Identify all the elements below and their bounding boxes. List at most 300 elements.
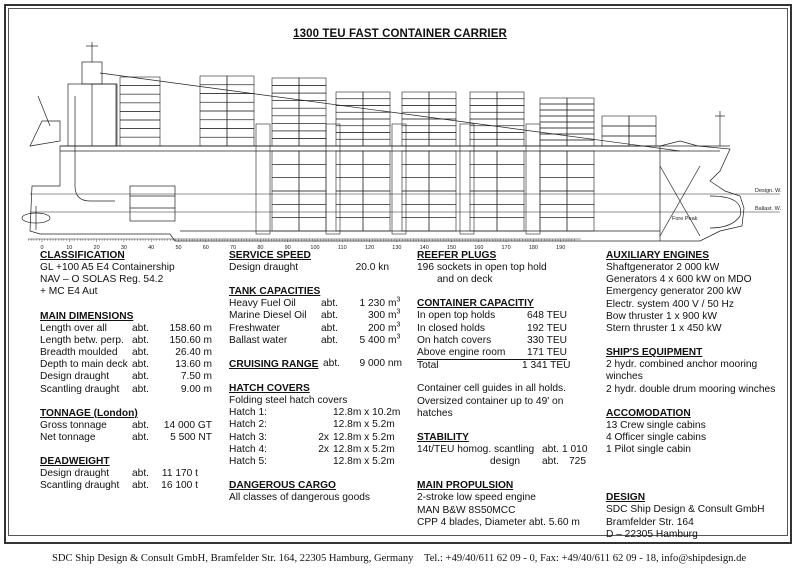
unit-superscript: 3 xyxy=(396,296,401,304)
container-slot xyxy=(429,191,456,204)
container-bays xyxy=(120,76,656,234)
main-propulsion-section xyxy=(417,479,602,529)
unit-superscript: 3 xyxy=(396,321,401,329)
container-slot xyxy=(299,131,326,139)
container-slot xyxy=(497,106,524,113)
spec-row xyxy=(40,359,225,371)
row-value: 12.8m x 5.2m xyxy=(333,431,395,443)
reefer-plugs-heading: REEFER PLUGS xyxy=(417,250,497,261)
row-value: 1 230 xyxy=(359,298,385,310)
container-slot xyxy=(540,191,567,204)
spec-row xyxy=(40,335,225,347)
row-abt: abt. xyxy=(321,310,338,322)
row-label: In closed holds xyxy=(417,322,485,334)
container-slot xyxy=(567,164,594,177)
hatch-row xyxy=(229,456,414,468)
container-slot xyxy=(497,139,524,146)
dangerous-cargo-line: All classes of dangerous goods xyxy=(229,492,371,504)
column-1 xyxy=(40,249,225,504)
row-abt: abt. xyxy=(132,322,149,334)
container-slot xyxy=(497,191,524,204)
design-line: D – 22305 Hamburg xyxy=(606,528,698,540)
scale-tick-label: 40 xyxy=(148,245,155,251)
propulsion-line: MAN B&W 8S50MCC xyxy=(417,504,516,516)
row-abt: abt. xyxy=(321,334,338,346)
row-abt: abt. xyxy=(132,383,149,395)
container-slot xyxy=(200,111,227,120)
row-abt: abt. xyxy=(542,456,559,468)
container-slot xyxy=(227,137,254,146)
row-label: Hatch 1: xyxy=(229,407,267,419)
container-slot xyxy=(299,116,326,124)
fore-peak-label: Fore Peak xyxy=(672,216,698,222)
unit-superscript: 3 xyxy=(396,309,401,317)
row-label: Ballast water xyxy=(229,334,288,346)
tank-row xyxy=(229,335,414,347)
reefer-plugs-section xyxy=(417,249,602,286)
container-slot xyxy=(299,78,326,86)
container-slot xyxy=(629,126,656,136)
row-label: Above engine room xyxy=(417,347,506,359)
container-slot xyxy=(497,204,524,217)
container-slot xyxy=(272,131,299,139)
container-slot xyxy=(120,111,160,120)
scale-tick-label: 110 xyxy=(337,245,347,251)
row-value: 171 TEU xyxy=(526,347,567,359)
row-value: 300 xyxy=(368,310,385,322)
row-value: 13.60 m xyxy=(175,359,212,371)
scale-tick-label: 100 xyxy=(310,245,320,251)
column-2 xyxy=(229,249,414,515)
service-speed-heading: SERVICE SPEED xyxy=(229,250,311,261)
scale-tick-label: 20 xyxy=(93,245,100,251)
scale-tick-label: 90 xyxy=(284,245,291,251)
container-slot xyxy=(602,126,629,136)
row-label: design xyxy=(490,456,521,468)
tank-row xyxy=(229,298,414,310)
container-slot xyxy=(567,128,594,134)
row-value: 16 100 t xyxy=(161,480,198,492)
capacity-row xyxy=(417,323,567,335)
row-label: Hatch 4: xyxy=(229,443,267,455)
row-abt: abt. xyxy=(132,334,149,346)
container-capacity-total xyxy=(417,360,602,372)
container-slot xyxy=(363,178,390,191)
hatch-covers-heading: HATCH COVERS xyxy=(229,383,310,395)
container-slot xyxy=(120,94,160,103)
scale-tick-label: 80 xyxy=(257,245,264,251)
scale-tick-label: 160 xyxy=(474,245,484,251)
reefer-plugs-line: 196 sockets in open top hold xyxy=(417,262,547,273)
capacity-row xyxy=(417,335,567,347)
container-slot xyxy=(120,86,160,95)
container-slot xyxy=(363,204,390,217)
row-value: 5 500 NT xyxy=(170,432,212,444)
spec-row xyxy=(40,371,225,383)
container-slot xyxy=(497,218,524,231)
stability-row xyxy=(417,444,602,456)
container-slot xyxy=(299,138,326,146)
scale-tick-label: 170 xyxy=(501,245,511,251)
container-slot xyxy=(363,126,390,133)
row-value: 20.0 kn xyxy=(355,262,389,273)
classification-line: GL +100 A5 E4 Containership xyxy=(40,262,175,273)
classification-section xyxy=(40,249,225,299)
container-slot xyxy=(567,122,594,128)
design-line: Bramfelder Str. 164 xyxy=(606,516,694,528)
design-waterline-label: Design. W. xyxy=(755,188,782,194)
container-slot xyxy=(336,99,363,106)
container-slot xyxy=(272,164,299,177)
spec-row xyxy=(40,480,225,492)
container-slot xyxy=(299,123,326,131)
tonnage-heading: TONNAGE (London) xyxy=(40,407,138,419)
container-slot xyxy=(497,133,524,140)
hatch-covers-section xyxy=(229,382,414,468)
cruising-range-value: 9 000 nm xyxy=(359,358,402,370)
container-slot xyxy=(540,116,567,122)
row-multiplier xyxy=(307,419,333,431)
main-dimensions-section xyxy=(40,310,225,396)
row-multiplier xyxy=(307,456,333,468)
capacity-row xyxy=(417,310,567,322)
unit-text: m xyxy=(388,310,397,322)
spec-row xyxy=(40,468,225,480)
hatch-row xyxy=(229,407,414,419)
container-slot xyxy=(299,164,326,177)
row-value: 5 400 xyxy=(359,334,385,346)
row-multiplier: 2x xyxy=(318,443,329,455)
container-slot xyxy=(363,151,390,164)
propulsion-line: CPP 4 blades, Diameter abt. 5.60 m xyxy=(417,516,580,528)
container-slot xyxy=(429,126,456,133)
design-line: SDC Ship Design & Consult GmbH xyxy=(606,504,765,516)
container-slot xyxy=(272,78,299,86)
container-slot xyxy=(567,110,594,116)
container-note: Oversized container up to 49' on xyxy=(417,395,564,407)
unit-text: m xyxy=(388,322,397,334)
container-slot xyxy=(363,99,390,106)
hatch-row xyxy=(229,432,414,444)
scale-tick-label: 0 xyxy=(40,245,44,251)
scale-tick-label: 120 xyxy=(365,245,375,251)
container-slot xyxy=(567,151,594,164)
auxiliary-engines-section xyxy=(606,249,791,335)
container-slot xyxy=(567,98,594,104)
scale-tick-label: 180 xyxy=(528,245,538,251)
container-slot xyxy=(567,191,594,204)
hatch-covers-intro: Folding steel hatch covers xyxy=(229,395,348,407)
container-slot xyxy=(272,218,299,231)
container-slot xyxy=(299,86,326,94)
row-label: Breadth moulded xyxy=(40,347,118,359)
row-abt: abt. xyxy=(132,359,149,371)
row-value: 150.60 m xyxy=(169,334,212,346)
container-slot xyxy=(200,137,227,146)
row-label: Design draught xyxy=(40,371,110,383)
stability-heading: STABILITY xyxy=(417,432,469,444)
stability-section xyxy=(417,431,602,468)
container-slot xyxy=(470,112,497,119)
row-multiplier: 2x xyxy=(318,431,329,443)
container-slot xyxy=(272,191,299,204)
container-slot xyxy=(299,191,326,204)
row-abt: abt. xyxy=(321,322,338,334)
row-value: 200 xyxy=(368,322,385,334)
footer-address: SDC Ship Design & Consult GmbH, Bramfelder Str. 164, 22305 Hamburg, Germany xyxy=(52,553,414,564)
row-label: Heavy Fuel Oil xyxy=(229,298,296,310)
propulsion-line: 2-stroke low speed engine xyxy=(417,492,536,504)
row-multiplier xyxy=(307,407,333,419)
container-slot xyxy=(540,104,567,110)
container-slot xyxy=(200,85,227,94)
spec-row xyxy=(40,384,225,396)
accomodation-section xyxy=(606,407,791,457)
container-slot xyxy=(429,178,456,191)
container-slot xyxy=(227,120,254,129)
equipment-line: 2 hydr. combined anchor mooring xyxy=(606,359,758,371)
row-value: 12.8m x 5.2m xyxy=(333,419,395,431)
container-slot xyxy=(429,151,456,164)
row-abt: abt. xyxy=(323,358,340,370)
container-slot xyxy=(363,119,390,126)
container-slot xyxy=(602,116,629,126)
row-label: Freshwater xyxy=(229,322,280,334)
scale-tick-label: 190 xyxy=(556,245,566,251)
row-value: 192 TEU xyxy=(526,322,567,334)
container-slot xyxy=(429,106,456,113)
page-title: 1300 TEU FAST CONTAINER CARRIER xyxy=(293,28,507,40)
auxiliary-engines-heading: AUXILIARY ENGINES xyxy=(606,250,710,261)
unit-superscript: 3 xyxy=(396,333,401,341)
container-slot xyxy=(470,92,497,99)
container-slot xyxy=(272,178,299,191)
row-label: Marine Diesel Oil xyxy=(229,310,307,322)
container-slot xyxy=(227,102,254,111)
scale-tick-label: 150 xyxy=(446,245,457,251)
container-slot xyxy=(272,204,299,217)
container-slot xyxy=(429,218,456,231)
spec-row xyxy=(40,323,225,335)
container-slot xyxy=(429,139,456,146)
hatch-cover-stack xyxy=(526,124,540,234)
container-capacity-section xyxy=(417,297,602,420)
service-speed-section xyxy=(229,249,414,274)
container-slot xyxy=(402,106,429,113)
container-slot xyxy=(497,119,524,126)
aux-line: Electr. system 400 V / 50 Hz xyxy=(606,298,734,310)
container-slot xyxy=(200,102,227,111)
accomodation-line: 4 Officer single cabins xyxy=(606,432,707,444)
container-slot xyxy=(363,218,390,231)
scale-tick-label: 30 xyxy=(120,245,127,251)
tonnage-section xyxy=(40,407,225,444)
reefer-plugs-line: and on deck xyxy=(437,274,493,286)
ballast-waterline-label: Ballast. W. xyxy=(755,206,781,212)
aux-line: Bow thruster 1 x 900 kW xyxy=(606,310,717,322)
container-slot xyxy=(567,116,594,122)
aux-line: Emergency generator 200 kW xyxy=(606,286,742,298)
aux-line: Stern thruster 1 x 450 kW xyxy=(606,323,722,335)
container-slot xyxy=(227,76,254,85)
container-slot xyxy=(200,120,227,129)
container-slot xyxy=(567,204,594,217)
dangerous-cargo-section xyxy=(229,479,414,504)
design-heading: DESIGN xyxy=(606,492,646,504)
classification-line: + MC E4 Aut xyxy=(40,286,98,298)
deadweight-section xyxy=(40,455,225,492)
column-3 xyxy=(417,249,602,540)
total-label: Total xyxy=(417,360,439,372)
container-slot xyxy=(227,111,254,120)
container-slot xyxy=(363,112,390,119)
container-slot xyxy=(272,86,299,94)
container-slot xyxy=(299,204,326,217)
row-label: Design draught xyxy=(40,468,110,480)
container-slot xyxy=(272,101,299,109)
scale-tick-label: 70 xyxy=(230,245,237,251)
equipment-line: winches xyxy=(606,371,643,383)
container-slot xyxy=(363,92,390,99)
container-slot xyxy=(470,106,497,113)
accomodation-line: 1 Pilot single cabin xyxy=(606,444,691,456)
container-slot xyxy=(299,151,326,164)
row-label: Hatch 3: xyxy=(229,431,267,443)
row-abt: abt. xyxy=(132,480,149,492)
ships-equipment-section xyxy=(606,346,791,396)
container-slot xyxy=(336,112,363,119)
tank-capacities-heading: TANK CAPACITIES xyxy=(229,286,321,298)
container-slot xyxy=(299,218,326,231)
row-label: Scantling draught xyxy=(40,480,120,492)
container-slot xyxy=(540,218,567,231)
total-value: 1 341 TEU xyxy=(522,360,571,372)
container-slot xyxy=(567,140,594,146)
row-value: 26.40 m xyxy=(175,347,212,359)
main-propulsion-heading: MAIN PROPULSION xyxy=(417,480,514,492)
row-value: 11 170 t xyxy=(161,468,198,480)
spec-row xyxy=(40,432,225,444)
scale-tick-label: 140 xyxy=(419,245,429,251)
main-dimensions-heading: MAIN DIMENSIONS xyxy=(40,310,134,322)
container-slot xyxy=(200,94,227,103)
container-slot xyxy=(120,120,160,129)
classification-line: NAV – O SOLAS Reg. 54.2 xyxy=(40,274,164,286)
column-4 xyxy=(606,249,791,552)
row-label: In open top holds xyxy=(417,310,496,322)
row-abt: abt. xyxy=(132,371,149,383)
row-label: Net tonnage xyxy=(40,432,96,444)
cruising-range-section xyxy=(229,358,414,371)
container-slot xyxy=(363,139,390,146)
container-slot xyxy=(402,99,429,106)
container-slot xyxy=(540,164,567,177)
row-value: 725 xyxy=(569,456,586,468)
ships-equipment-heading: SHIP'S EQUIPMENT xyxy=(606,347,703,359)
row-abt: abt. xyxy=(542,444,559,456)
container-slot xyxy=(540,204,567,217)
dangerous-cargo-heading: DANGEROUS CARGO xyxy=(229,480,336,492)
row-value: 1 010 xyxy=(562,444,588,456)
row-label: 14t/TEU homog. scantling xyxy=(417,444,535,456)
tank-row xyxy=(229,310,414,322)
equipment-line: 2 hydr. double drum mooring winches xyxy=(606,383,776,395)
row-label: On hatch covers xyxy=(417,334,492,346)
container-slot xyxy=(272,138,299,146)
container-slot xyxy=(497,178,524,191)
deadweight-heading: DEADWEIGHT xyxy=(40,456,110,468)
container-note: Container cell guides in all holds. xyxy=(417,383,566,395)
container-slot xyxy=(272,108,299,116)
row-value: 14 000 GT xyxy=(163,419,212,431)
row-label: Length betw. perp. xyxy=(40,334,124,346)
container-note: hatches xyxy=(417,407,453,419)
container-slot xyxy=(540,98,567,104)
container-slot xyxy=(299,93,326,101)
container-slot xyxy=(540,134,567,140)
container-capacity-heading: CONTAINER CAPACITIY xyxy=(417,298,534,310)
container-slot xyxy=(200,76,227,85)
row-value: 12.8m x 10.2m xyxy=(333,407,401,419)
container-slot xyxy=(540,151,567,164)
scale-tick-label: 60 xyxy=(202,245,209,251)
row-value: 9.00 m xyxy=(180,383,212,395)
container-slot xyxy=(470,99,497,106)
row-value: 158.60 m xyxy=(169,322,212,334)
footer-contact[interactable]: Tel.: +49/40/611 62 09 - 0, Fax: +49/40/611 62 09 - 18, info@shipdesign.de xyxy=(424,553,747,564)
row-abt: abt. xyxy=(132,432,149,444)
classification-heading: CLASSIFICATION xyxy=(40,250,125,261)
scale-tick-label: 10 xyxy=(66,245,73,251)
container-slot xyxy=(200,129,227,138)
row-abt: abt. xyxy=(132,347,149,359)
cruising-range-heading: CRUISING RANGE xyxy=(229,359,319,371)
row-value: 648 TEU xyxy=(526,310,567,322)
spec-row xyxy=(40,347,225,359)
container-slot xyxy=(363,133,390,140)
row-abt: abt. xyxy=(321,298,338,310)
container-slot xyxy=(540,178,567,191)
container-slot xyxy=(429,99,456,106)
tank-row xyxy=(229,323,414,335)
container-slot xyxy=(567,218,594,231)
unit-text: m xyxy=(388,334,397,346)
aux-line: Shaftgenerator 2 000 kW xyxy=(606,262,720,273)
row-label: Scantling draught xyxy=(40,383,120,395)
row-abt: abt. xyxy=(132,468,149,480)
container-slot xyxy=(567,104,594,110)
container-slot xyxy=(429,164,456,177)
container-slot xyxy=(299,178,326,191)
row-unit xyxy=(385,335,400,347)
container-slot xyxy=(363,191,390,204)
container-slot xyxy=(629,116,656,126)
container-slot xyxy=(429,133,456,140)
container-slot xyxy=(429,92,456,99)
ship-profile-drawing xyxy=(20,36,782,251)
container-slot xyxy=(497,99,524,106)
container-slot xyxy=(299,108,326,116)
row-abt: abt. xyxy=(132,419,149,431)
row-label: Design draught xyxy=(229,262,299,273)
scale-tick-label: 50 xyxy=(175,245,182,251)
container-slot xyxy=(540,110,567,116)
container-slot xyxy=(272,116,299,124)
container-slot xyxy=(497,92,524,99)
row-value: 7.50 m xyxy=(180,371,212,383)
hatch-row xyxy=(229,444,414,456)
container-slot xyxy=(540,140,567,146)
